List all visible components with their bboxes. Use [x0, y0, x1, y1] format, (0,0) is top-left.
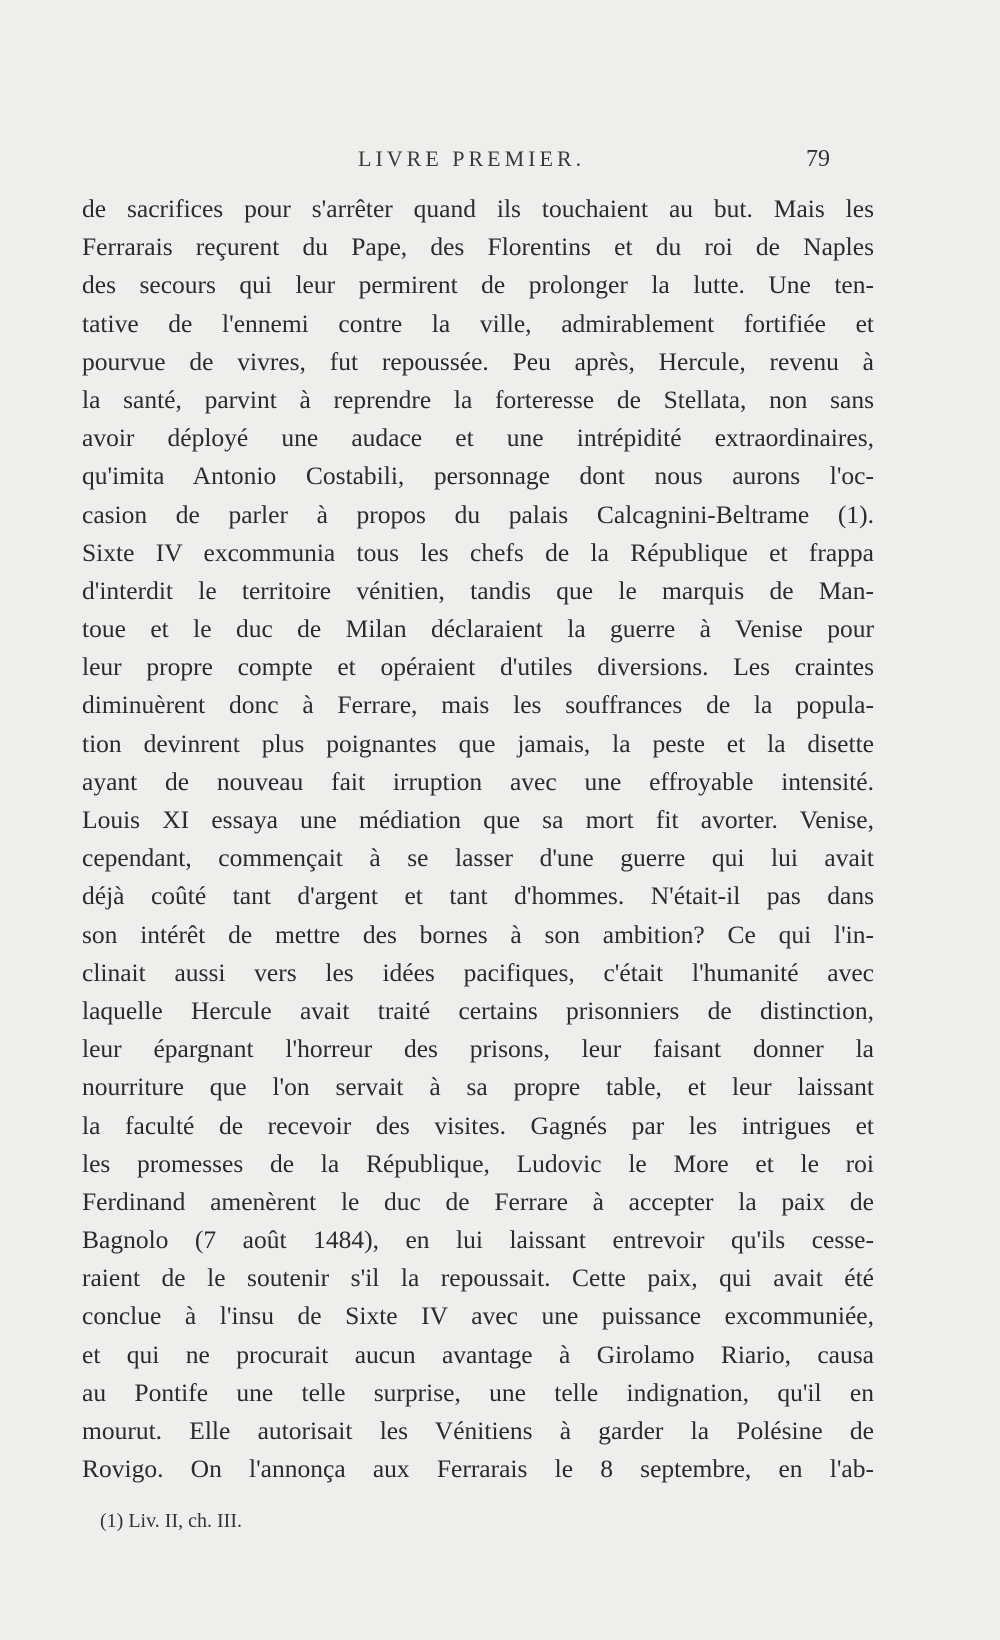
text-line: leur épargnant l'horreur des prisons, leur faisant donner la: [82, 1034, 874, 1064]
text-line: pourvue de vivres, fut repoussée. Peu après, Hercule, revenu à: [82, 346, 874, 376]
footnote-marker: (1): [100, 1510, 124, 1532]
text-line: Sixte IV excommunia tous les chefs de la République et frappa: [82, 537, 874, 567]
text-line: déjà coûté tant d'argent et tant d'hommes. N'était-il pas dans: [82, 881, 874, 911]
page-number: 79: [806, 146, 830, 172]
text-line: d'interdit le territoire vénitien, tandis que le marquis de Man-: [82, 575, 874, 605]
text-line: et qui ne procurait aucun avantage à Girolamo Riario, causa: [82, 1339, 874, 1369]
text-line: avoir déployé une audace et une intrépidité extraordinaires,: [82, 423, 874, 453]
text-line: la santé, parvint à reprendre la forteresse de Stellata, non sans: [82, 384, 874, 414]
text-line: tion devinrent plus poignantes que jamais, la peste et la disette: [82, 728, 874, 758]
text-line: diminuèrent donc à Ferrare, mais les souffrances de la popula-: [82, 690, 874, 720]
text-line: Ferdinand amenèrent le duc de Ferrare à accepter la paix de: [82, 1186, 874, 1216]
text-line: raient de le soutenir s'il la repoussait. Cette paix, qui avait été: [82, 1263, 874, 1293]
text-line: clinait aussi vers les idées pacifiques, c'était l'humanité avec: [82, 957, 874, 987]
text-line: tative de l'ennemi contre la ville, admirablement fortifiée et: [82, 308, 874, 338]
text-line: son intérêt de mettre des bornes à son ambition? Ce qui l'in-: [82, 919, 874, 949]
text-line: les promesses de la République, Ludovic le More et le roi: [82, 1148, 874, 1178]
running-title: LIVRE PREMIER.: [358, 146, 586, 171]
body-text: [82, 190, 874, 1488]
text-line: la faculté de recevoir des visites. Gagnés par les intrigues et: [82, 1110, 874, 1140]
text-line: nourriture que l'on servait à sa propre table, et leur laissant: [82, 1072, 874, 1102]
text-line: leur propre compte et opéraient d'utiles diversions. Les craintes: [82, 652, 874, 682]
text-line: cependant, commençait à se lasser d'une guerre qui lui avait: [82, 843, 874, 873]
footnote: [100, 1510, 242, 1533]
text-line: Rovigo. On l'annonça aux Ferrarais le 8 septembre, en l'ab-: [82, 1454, 874, 1484]
footnote-text: Liv. II, ch. III.: [128, 1510, 242, 1532]
text-line: des secours qui leur permirent de prolonger la lutte. Une ten-: [82, 270, 874, 300]
text-line: ayant de nouveau fait irruption avec une effroyable intensité.: [82, 766, 874, 796]
text-line: conclue à l'insu de Sixte IV avec une puissance excommuniée,: [82, 1301, 874, 1331]
text-line: mourut. Elle autorisait les Vénitiens à garder la Polésine de: [82, 1416, 874, 1445]
text-line: de sacrifices pour s'arrêter quand ils touchaient au but. Mais les: [82, 194, 874, 223]
text-line: qu'imita Antonio Costabili, personnage dont nous aurons l'oc-: [82, 461, 874, 491]
text-line: Ferrarais reçurent du Pape, des Florentins et du roi de Naples: [82, 232, 874, 262]
page-header: [0, 146, 1000, 186]
text-line: Louis XI essaya une médiation que sa mort fit avorter. Venise,: [82, 805, 874, 834]
text-line: toue et le duc de Milan déclaraient la guerre à Venise pour: [82, 614, 874, 644]
text-line: Bagnolo (7 août 1484), en lui laissant entrevoir qu'ils cesse-: [82, 1225, 874, 1255]
text-line: au Pontife une telle surprise, une telle indignation, qu'il en: [82, 1377, 874, 1407]
text-line: casion de parler à propos du palais Calcagnini-Beltrame (1).: [82, 499, 874, 529]
text-line: laquelle Hercule avait traité certains prisonniers de distinction,: [82, 995, 874, 1025]
